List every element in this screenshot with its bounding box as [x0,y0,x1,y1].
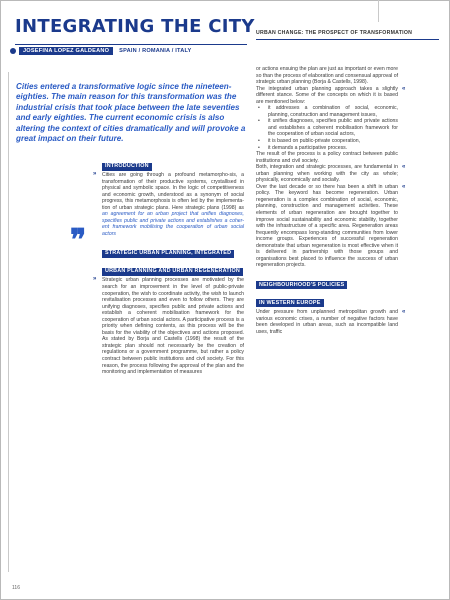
body-text: or actions ensuing the plan are just as important or even more so than the process of elaboration and consensual approval of strategic urban planning (Borja & Castells, 1998). [256,66,398,86]
body-text: Over the last decade or so there has been a shift in urban policy. The keyword has become regeneration. Urban regeneration is a complex combination of social, economic, planning, construction and management activities. These elements of urban regeneration are brought together to improve social sustainability and economic stability, together with the infrastructure of a specific area. Regeneration areas frequently encompass long-standing communities from lower income groups. Experiences of successful regeneration demonstrate that urban regeneration is most effective when it is delivered in partnership with those groups and organisations best placed to influence the success of urban regeneration projects. [256,183,398,269]
section-heading-neighbourhood [256,273,398,309]
body-text-run: Cities are going through a profound metamorpho-sis, a transformation of their productive systems, crystallised in physical and symbolic space. In the logic of competitiveness and economic growth, understood as a synonym of social progress, this metamorphosis is often led by the implementa-tion of urban strategic plans. Here strategic plans (1998) as [102,172,244,211]
chevron-left-icon: « [402,308,406,315]
quotation-mark-icon: ❞ [70,223,87,258]
section-heading-line: STRATEGIC URBAN PLANNING, INTEGRATED [102,250,234,258]
author-name: JOSEFINA LOPEZ GALDEANO [19,47,113,55]
section-heading-line: IN WESTERN EUROPE [256,299,324,307]
body-text [102,172,244,237]
body-text: Under pressure from unplanned metropolitan growth and various economic crises, a number of negative factors have been developed in urban areas, such as incompatible land uses, traffic [256,308,398,335]
running-head-rule [256,39,439,40]
list-item: • it demands a participative process. [256,145,398,152]
chevron-right-icon: » [93,276,97,283]
integrated-approach-body [256,85,406,106]
page-title: INTEGRATING THE CITY [15,16,255,37]
chevron-left-icon: « [402,164,406,171]
section-heading-line: NEIGHBOURHOOD'S POLICIES [256,281,347,289]
chevron-right-icon: » [93,171,97,177]
neighbourhood-section-body [256,308,406,335]
bullet-dot-icon [10,48,16,54]
intro-paragraph: Cities entered a transformative logic since the nineteen-eighties. The main reason for this transformation was the industrial crisis that took place between the late seventies and early eighties. The current economic crisis is also altering the context of cities dramatically and will provoke a great impact on their future. [16,82,246,144]
regeneration-body [256,183,406,269]
list-item: • it is based on public-private cooperation, [256,138,398,145]
title-underline [15,44,247,45]
body-text: The result of the process is a policy contract between public institutions and civil society. [256,151,398,164]
section-heading-introduction: INTRODUCTION [102,163,152,171]
left-margin-rule [8,72,9,572]
chevron-left-icon: « [402,183,406,190]
left-column [93,154,244,376]
intro-section-body [93,171,244,237]
body-text: The integrated urban planning approach takes a slightly different stance. Some of the concepts on which it is based are mentioned below: [256,85,398,105]
list-item: • it unifies diagnoses, specifies public and private actions and establishes a coherent mobilisation framework for the cooperation of urban social actors, [256,118,398,138]
byline [10,47,192,55]
body-text: Both, integration and strategic processes, are fundamental in urban planning when working with the city as whole; physically, economically and socially. [256,164,398,184]
page-number: 116 [12,585,20,591]
bullet-list [256,105,398,151]
highlighted-quote: an agreement for an urban project that unifies diagnoses, specifies public and private actions and establishes a coher-ent framework mobilising the cooperation of urban social actors [102,211,244,237]
author-countries: SPAIN / ROMANIA / ITALY [119,48,192,54]
section-heading-strategic [102,241,244,277]
integration-body [256,164,406,184]
strategic-section-body [93,276,244,376]
chevron-left-icon: « [402,85,406,92]
body-text: Strategic urban planning processes are motivated by the search for an improvement in the level of public-private cooperation, the wish to coordinate activity, the wish to launch revitalisation processes and even to follow others. They are unifying diagnoses, specifies public and private actions and establish a coherent mobilisation framework for the cooperation of urban social actors. A participative process is a priority when defining contents, as this process will be the basis for the viability of the objectives and actions proposed. As stated by Borja and Castells (1998) the result of the strategic plan should not necessarily be the creation of regulations or a government programme, but rather a policy contract between public institutions and civil society. For this reason, the process following the approval of the plan and the monitoring and implementation of measures [102,277,244,376]
top-right-rule [378,0,379,22]
right-column [256,66,406,335]
section-heading-line: URBAN PLANNING AND URBAN REGENERATION [102,268,243,276]
list-item: • it addresses a combination of social, economic, planning, construction and management issues, [256,105,398,118]
running-head: URBAN CHANGE: THE PROSPECT OF TRANSFORMATION [256,30,413,36]
